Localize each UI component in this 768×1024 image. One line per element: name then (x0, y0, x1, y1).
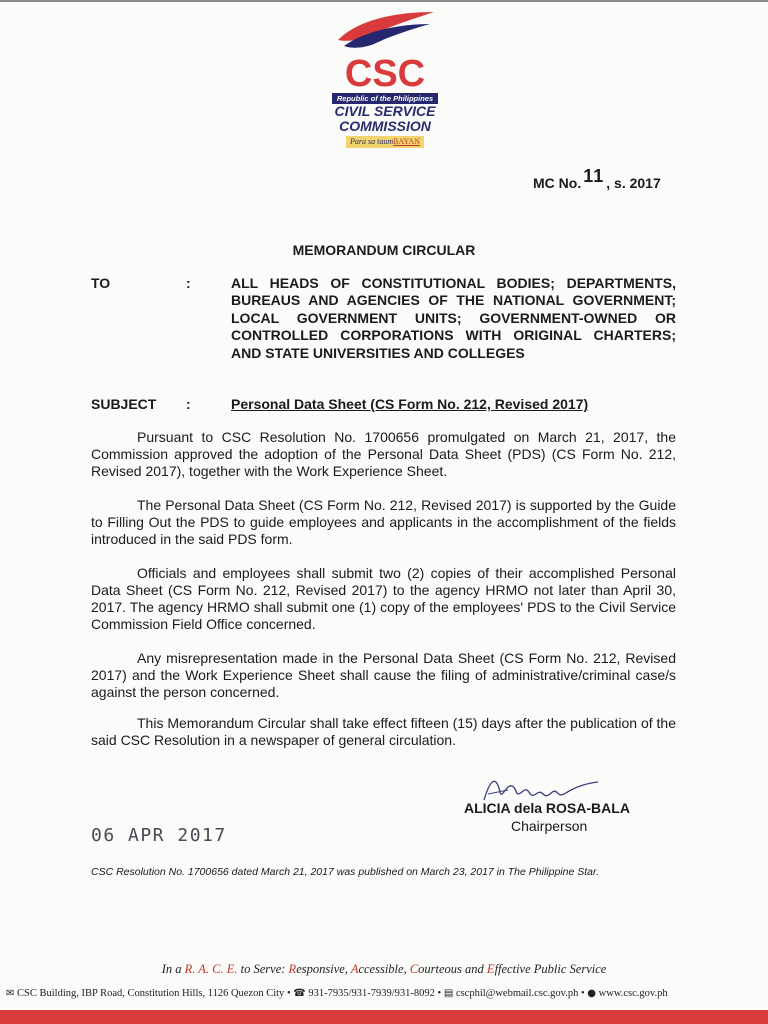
top-border (0, 0, 768, 2)
mc-number: 11 (583, 166, 605, 186)
computer-icon: ▤ (443, 988, 454, 999)
footer-contact (6, 988, 766, 999)
logo-tagline-prefix: Para sa taum (350, 137, 394, 146)
footer-bar (0, 1010, 768, 1024)
footer-motto (0, 962, 768, 977)
signatory-title: Chairperson (511, 818, 588, 834)
body-paragraph-2: The Personal Data Sheet (CS Form No. 212, Revised 2017) is supported by the Guide to Filling Out the PDS to guide employees and applicants in the accomplishment of the fields introduced in the said PDS form. (91, 497, 676, 547)
body-paragraph-3: Officials and employees shall submit two (2) copies of their accomplished Personal Data Sheet (CS Form No. 212, Revised 2017) to the agency HRMO not later than April 30, 2017. The agency HRMO shall submit one (1) copy of the employees' PDS to the Civil Service Commission Field Office concerned. (91, 565, 676, 632)
footer-phone: 931-7935/931-7939/931-8092 (308, 988, 435, 999)
mc-suffix: , s. 2017 (606, 175, 661, 191)
motto-a-rest: ccessible, (358, 962, 410, 976)
motto-e-rest: ffective Public Service (494, 962, 607, 976)
subject-label: SUBJECT (91, 396, 157, 412)
body-paragraph-4: Any misrepresentation made in the Personal Data Sheet (CS Form No. 212, Revised 2017) and the Work Experience Sheet shall cause the filing of administrative/criminal case/s against the person concerned. (91, 650, 676, 700)
motto-e: E (486, 962, 495, 976)
logo-letters: CSC (344, 53, 426, 92)
logo-name (326, 104, 444, 134)
subject-colon: : (186, 396, 191, 412)
csc-logo (300, 8, 470, 148)
mc-prefix: MC No. (533, 175, 582, 191)
subject-text: Personal Data Sheet (CS Form No. 212, Revised 2017) (231, 396, 589, 412)
motto-c-rest: ourteous and (418, 962, 487, 976)
to-colon: : (186, 275, 191, 291)
logo-ribbon: Republic of the Philippines (332, 93, 438, 104)
footer-sep-1: • (284, 988, 294, 999)
to-recipients: ALL HEADS OF CONSTITUTIONAL BODIES; DEPARTMENTS, BUREAUS AND AGENCIES OF THE NATIONAL GOVERNMENT; LOCAL GOVERNMENT UNITS; GOVERNMENT-OWNED OR CONTROLLED CORPORATIONS WITH ORIGINAL CHARTERS; AND STATE UNIVERSITIES AND COLLEGES (231, 275, 676, 361)
phone-icon: ☎ (293, 988, 306, 999)
motto-r: R (288, 962, 297, 976)
document-title: MEMORANDUM CIRCULAR (292, 242, 476, 258)
logo-tagline (346, 136, 424, 148)
footer-web[interactable]: www.csc.gov.ph (598, 988, 668, 999)
body-paragraph-5: This Memorandum Circular shall take effect fifteen (15) days after the publication of the said CSC Resolution in a newspaper of general circulation. (91, 715, 677, 748)
motto-a: A (350, 962, 359, 976)
globe-icon: ● (587, 988, 597, 999)
footer-email[interactable]: cscphil@webmail.csc.gov.ph (455, 988, 579, 999)
publication-note: CSC Resolution No. 1700656 dated March 21, 2017 was published on March 23, 2017 in The Philippine Star. (91, 866, 600, 878)
footer-address: CSC Building, IBP Road, Constitution Hills, 1126 Quezon City (17, 988, 285, 999)
logo-name-line2: COMMISSION (339, 118, 431, 134)
mc-number-line (533, 166, 661, 193)
csc-logo-mark (330, 10, 440, 92)
motto-mid: to Serve: (237, 962, 289, 976)
logo-name-line1: CIVIL SERVICE (334, 103, 436, 119)
to-label: TO (91, 275, 111, 291)
footer-sep-3: • (578, 988, 588, 999)
body-paragraph-1: Pursuant to CSC Resolution No. 1700656 promulgated on March 21, 2017, the Commission approved the adoption of the Personal Data Sheet (PDS) (CS Form No. 212, Revised 2017), together with the Work Experience Sheet. (91, 429, 676, 479)
motto-c: C (409, 962, 419, 976)
date-stamp: 06 APR 2017 (91, 825, 227, 846)
motto-race: R. A. C. E. (184, 962, 238, 976)
mail-icon: ✉ (6, 988, 15, 999)
motto-lead: In a (161, 962, 185, 976)
footer-sep-2: • (434, 988, 444, 999)
logo-tagline-highlight: BAYAN (393, 137, 420, 146)
signatory-name: ALICIA dela ROSA-BALA (464, 800, 630, 816)
motto-r-rest: esponsive, (296, 962, 351, 976)
